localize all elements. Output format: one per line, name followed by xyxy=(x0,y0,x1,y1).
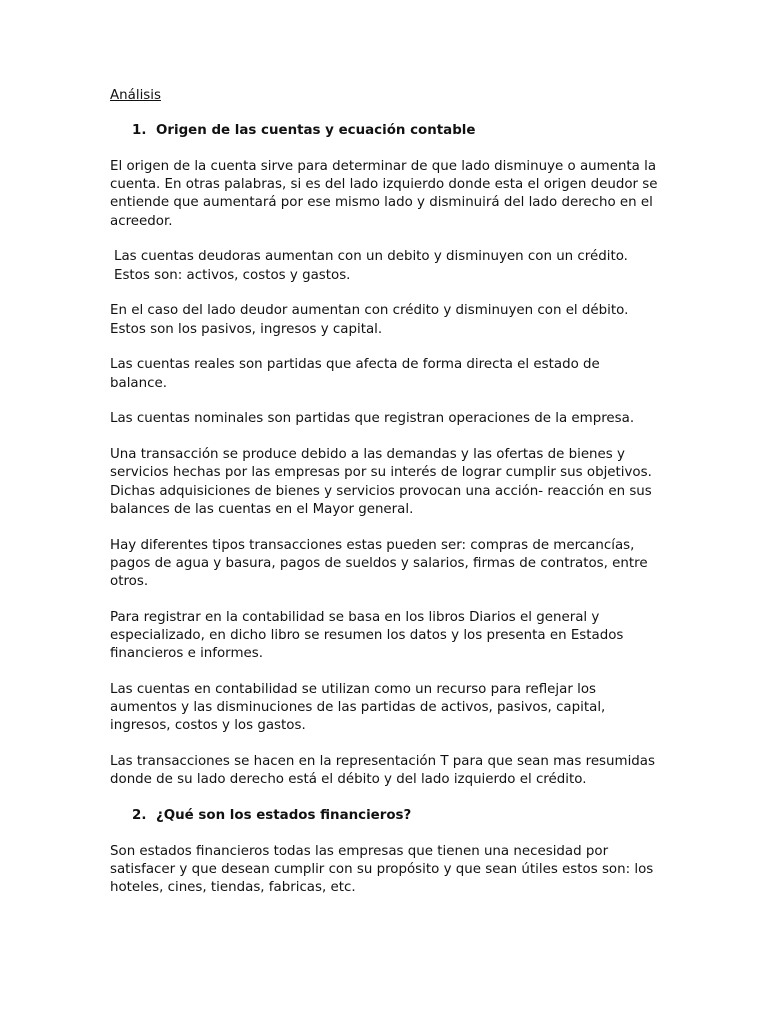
paragraph: Una transacción se produce debido a las demandas y las ofertas de bienes y servicios hechas por las empresas por su interés de lograr cumplir sus objetivos. Dichas adquisiciones de bienes y servicios provocan una acción- reacción en sus balances de las cuentas en el Mayor general. xyxy=(110,447,652,517)
title-spacer xyxy=(110,105,660,122)
document-title: Análisis xyxy=(110,88,161,103)
paragraph: Las cuentas en contabilidad se utilizan como un recurso para reflejar los aumentos y las disminuciones de las partidas de activos, pasivos, capital, ingresos, costos y los gastos. xyxy=(110,682,606,734)
paragraph: Para registrar en la contabilidad se basa en los libros Diarios el general y especializado, en dicho libro se resumen los datos y los presenta en Estados financieros e informes. xyxy=(110,609,624,662)
document-body xyxy=(110,87,660,915)
section-heading-text: Origen de las cuentas y ecuación contable xyxy=(156,123,476,139)
section-heading-text: ¿Qué son los estados financieros? xyxy=(156,808,412,824)
paragraph: En el caso del lado deudor aumentan con crédito y disminuyen con el débito. Estos son los pasivos, ingresos y capital. xyxy=(110,303,629,337)
paragraph: Las transacciones se hacen en la representación T para que sean mas resumidas donde de su lado derecho está el débito y del lado izquierdo el crédito. xyxy=(110,754,655,788)
section-heading-1 xyxy=(110,122,660,140)
section-number: 2. xyxy=(132,808,147,824)
paragraph: Hay diferentes tipos transacciones estas pueden ser: compras de mercancías, pagos de agua y basura, pagos de sueldos y salarios, firmas de contratos, entre otros. xyxy=(110,537,648,590)
section-number: 1. xyxy=(132,123,147,139)
paragraph: Las cuentas nominales son partidas que registran operaciones de la empresa. xyxy=(110,411,635,427)
section-heading-2 xyxy=(110,807,660,825)
paragraph: Las cuentas deudoras aumentan con un debito y disminuyen con un crédito. Estos son: activos, costos y gastos. xyxy=(114,249,628,283)
paragraph: El origen de la cuenta sirve para determinar de que lado disminuye o aumenta la cuenta. En otras palabras, si es del lado izquierdo donde esta el origen deudor se entiende que aumentará por ese mismo lado y disminuirá del lado derecho en el acreedor. xyxy=(110,159,658,229)
paragraph: Son estados financieros todas las empresas que tienen una necesidad por satisfacer y que desean cumplir con su propósito y que sean útiles estos son: los hoteles, cines, tiendas, fabricas, etc. xyxy=(110,844,654,896)
paragraph: Las cuentas reales son partidas que afecta de forma directa el estado de balance. xyxy=(110,357,600,391)
